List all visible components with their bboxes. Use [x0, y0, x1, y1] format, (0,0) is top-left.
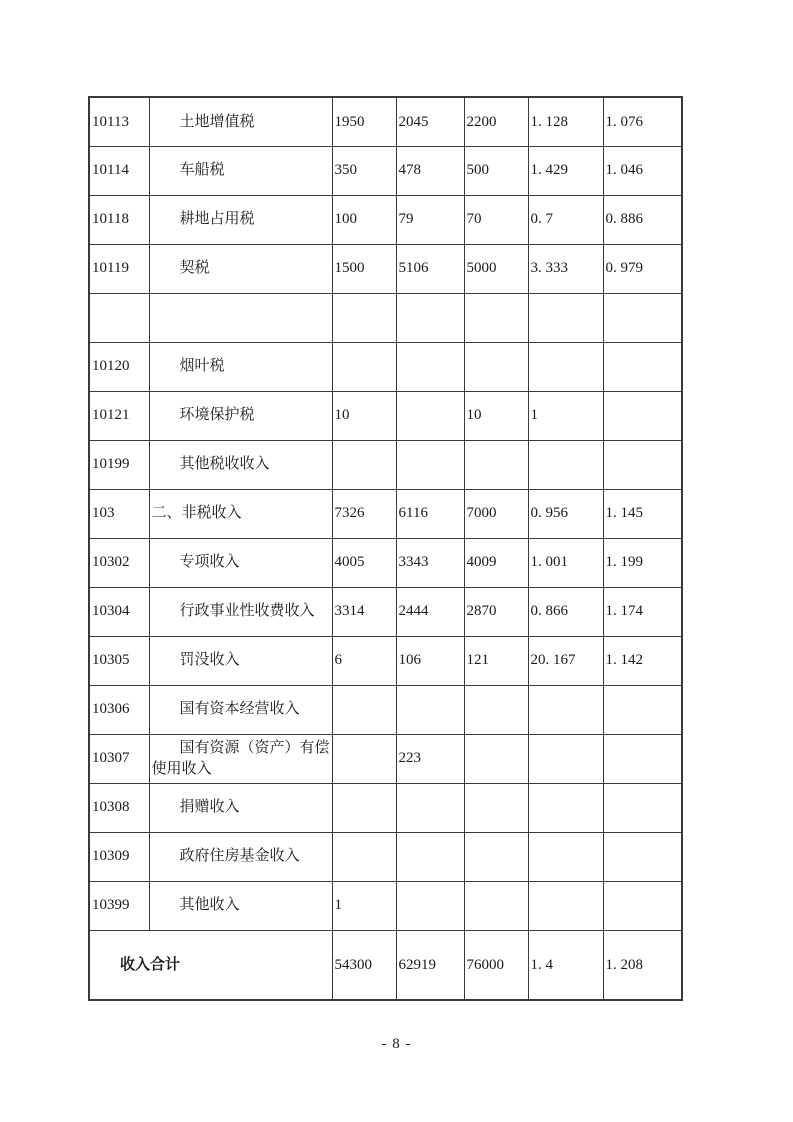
cell-value-1: 350 — [332, 146, 396, 195]
cell-item-name: 国有资源（资产）有偿使用收入 — [149, 734, 332, 783]
cell-ratio-2: 1. 142 — [603, 636, 682, 685]
cell-value-1: 10 — [332, 391, 396, 440]
cell-code: 10302 — [89, 538, 149, 587]
cell-ratio-2: 0. 886 — [603, 195, 682, 244]
cell-ratio-1: 1 — [528, 391, 603, 440]
cell-value-3 — [464, 440, 528, 489]
table-row — [89, 636, 682, 685]
cell-ratio-1: 1. 001 — [528, 538, 603, 587]
table-row — [89, 97, 682, 146]
cell-item-name: 国有资本经营收入 — [149, 685, 332, 734]
cell-ratio-2: 1. 046 — [603, 146, 682, 195]
cell-value-3 — [464, 783, 528, 832]
cell-item-name: 土地增值税 — [149, 97, 332, 146]
table-row — [89, 195, 682, 244]
cell-ratio-1 — [528, 685, 603, 734]
cell-value-1 — [332, 685, 396, 734]
cell-value-1 — [332, 832, 396, 881]
cell-code: 10114 — [89, 146, 149, 195]
cell-ratio-1: 20. 167 — [528, 636, 603, 685]
cell-value-2: 2444 — [396, 587, 464, 636]
cell-value-2 — [396, 342, 464, 391]
cell-ratio-2: 0. 979 — [603, 244, 682, 293]
cell-code: 10118 — [89, 195, 149, 244]
total-label: 收入合计 — [89, 930, 332, 1000]
cell-item-name: 二、非税收入 — [149, 489, 332, 538]
total-value-2: 62919 — [396, 930, 464, 1000]
cell-value-2 — [396, 685, 464, 734]
cell-item-name: 耕地占用税 — [149, 195, 332, 244]
cell-value-3 — [464, 832, 528, 881]
cell-value-1 — [332, 734, 396, 783]
cell-item-name — [149, 293, 332, 342]
cell-item-name: 捐赠收入 — [149, 783, 332, 832]
cell-value-2 — [396, 391, 464, 440]
total-value-3: 76000 — [464, 930, 528, 1000]
cell-value-2 — [396, 293, 464, 342]
total-ratio-1: 1. 4 — [528, 930, 603, 1000]
cell-code: 10119 — [89, 244, 149, 293]
cell-value-1: 3314 — [332, 587, 396, 636]
cell-code: 10308 — [89, 783, 149, 832]
cell-code: 103 — [89, 489, 149, 538]
cell-value-1: 6 — [332, 636, 396, 685]
total-ratio-2: 1. 208 — [603, 930, 682, 1000]
cell-value-1: 1 — [332, 881, 396, 930]
table-row — [89, 146, 682, 195]
cell-ratio-1: 0. 866 — [528, 587, 603, 636]
table-row — [89, 391, 682, 440]
cell-item-name: 烟叶税 — [149, 342, 332, 391]
cell-code — [89, 293, 149, 342]
cell-value-3: 5000 — [464, 244, 528, 293]
cell-ratio-2 — [603, 685, 682, 734]
cell-code: 10199 — [89, 440, 149, 489]
cell-value-2 — [396, 783, 464, 832]
cell-ratio-2 — [603, 293, 682, 342]
table-row — [89, 587, 682, 636]
table-row — [89, 685, 682, 734]
cell-value-2: 478 — [396, 146, 464, 195]
cell-item-name: 行政事业性收费收入 — [149, 587, 332, 636]
cell-item-name: 环境保护税 — [149, 391, 332, 440]
cell-value-3: 7000 — [464, 489, 528, 538]
cell-code: 10304 — [89, 587, 149, 636]
cell-ratio-1: 3. 333 — [528, 244, 603, 293]
table-row — [89, 881, 682, 930]
cell-value-2: 3343 — [396, 538, 464, 587]
cell-item-name: 政府住房基金收入 — [149, 832, 332, 881]
cell-ratio-2 — [603, 881, 682, 930]
cell-ratio-1 — [528, 832, 603, 881]
table-row — [89, 783, 682, 832]
total-value-1: 54300 — [332, 930, 396, 1000]
cell-ratio-1: 0. 7 — [528, 195, 603, 244]
cell-code: 10305 — [89, 636, 149, 685]
table-row — [89, 342, 682, 391]
cell-value-3 — [464, 293, 528, 342]
cell-value-1 — [332, 440, 396, 489]
cell-code: 10307 — [89, 734, 149, 783]
cell-value-1: 100 — [332, 195, 396, 244]
cell-value-3: 500 — [464, 146, 528, 195]
cell-value-3 — [464, 734, 528, 783]
cell-value-3 — [464, 342, 528, 391]
cell-ratio-1: 1. 128 — [528, 97, 603, 146]
cell-value-3: 2870 — [464, 587, 528, 636]
cell-item-name: 专项收入 — [149, 538, 332, 587]
cell-value-1 — [332, 342, 396, 391]
cell-value-2 — [396, 881, 464, 930]
cell-value-2: 223 — [396, 734, 464, 783]
cell-ratio-2 — [603, 734, 682, 783]
table-row — [89, 538, 682, 587]
cell-value-2: 2045 — [396, 97, 464, 146]
cell-ratio-2: 1. 174 — [603, 587, 682, 636]
cell-ratio-1: 1. 429 — [528, 146, 603, 195]
cell-value-1: 1500 — [332, 244, 396, 293]
cell-ratio-2 — [603, 832, 682, 881]
cell-value-3: 2200 — [464, 97, 528, 146]
cell-item-name: 其他收入 — [149, 881, 332, 930]
cell-value-3: 121 — [464, 636, 528, 685]
cell-value-3 — [464, 685, 528, 734]
table-row — [89, 440, 682, 489]
cell-value-1 — [332, 293, 396, 342]
cell-item-name: 罚没收入 — [149, 636, 332, 685]
cell-ratio-1 — [528, 881, 603, 930]
cell-ratio-1 — [528, 293, 603, 342]
cell-ratio-1 — [528, 783, 603, 832]
cell-item-name: 契税 — [149, 244, 332, 293]
cell-code: 10306 — [89, 685, 149, 734]
cell-value-2 — [396, 832, 464, 881]
cell-value-2 — [396, 440, 464, 489]
cell-item-name: 其他税收收入 — [149, 440, 332, 489]
page-number: - 8 - — [381, 1036, 412, 1052]
cell-code: 10309 — [89, 832, 149, 881]
cell-ratio-1 — [528, 342, 603, 391]
total-row — [89, 930, 682, 1000]
cell-code: 10113 — [89, 97, 149, 146]
cell-value-3: 4009 — [464, 538, 528, 587]
cell-value-2: 79 — [396, 195, 464, 244]
cell-value-1: 7326 — [332, 489, 396, 538]
cell-value-3: 70 — [464, 195, 528, 244]
revenue-table — [88, 96, 683, 1001]
cell-ratio-1: 0. 956 — [528, 489, 603, 538]
table-row — [89, 489, 682, 538]
table-row — [89, 293, 682, 342]
cell-value-3: 10 — [464, 391, 528, 440]
revenue-table-body — [89, 97, 682, 1000]
cell-value-2: 106 — [396, 636, 464, 685]
cell-ratio-1 — [528, 734, 603, 783]
cell-code: 10120 — [89, 342, 149, 391]
cell-value-1: 4005 — [332, 538, 396, 587]
cell-code: 10399 — [89, 881, 149, 930]
cell-code: 10121 — [89, 391, 149, 440]
table-row — [89, 734, 682, 783]
cell-item-name: 车船税 — [149, 146, 332, 195]
cell-ratio-2: 1. 199 — [603, 538, 682, 587]
table-row — [89, 244, 682, 293]
cell-value-2: 5106 — [396, 244, 464, 293]
cell-value-3 — [464, 881, 528, 930]
cell-value-1 — [332, 783, 396, 832]
cell-value-2: 6116 — [396, 489, 464, 538]
cell-ratio-2 — [603, 783, 682, 832]
table-row — [89, 832, 682, 881]
cell-ratio-2 — [603, 342, 682, 391]
cell-ratio-2 — [603, 440, 682, 489]
cell-ratio-1 — [528, 440, 603, 489]
cell-value-1: 1950 — [332, 97, 396, 146]
cell-ratio-2: 1. 145 — [603, 489, 682, 538]
cell-ratio-2 — [603, 391, 682, 440]
cell-ratio-2: 1. 076 — [603, 97, 682, 146]
